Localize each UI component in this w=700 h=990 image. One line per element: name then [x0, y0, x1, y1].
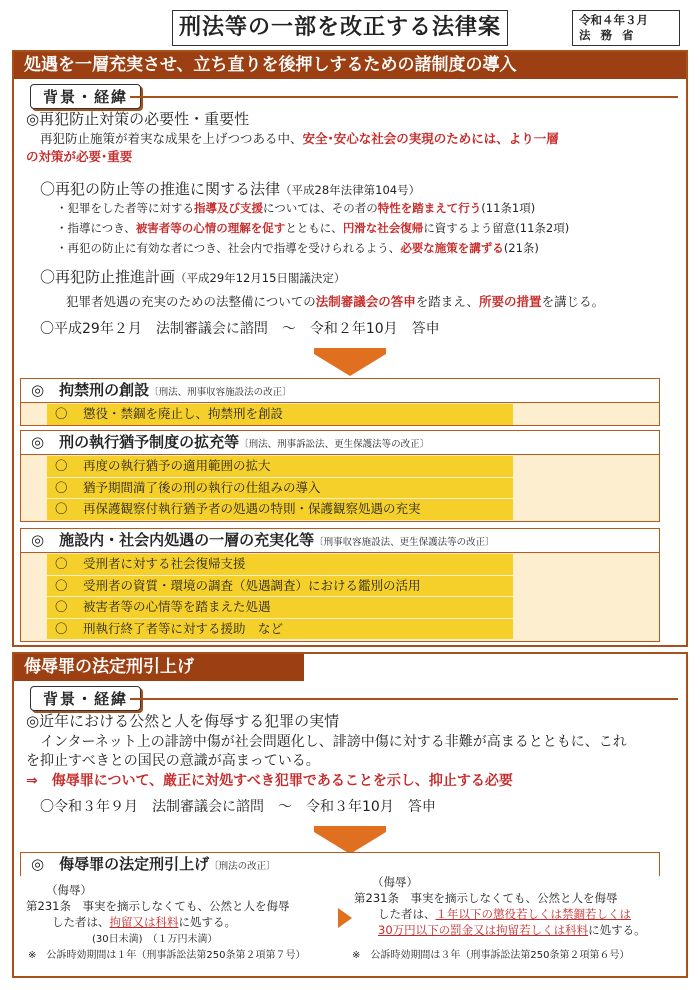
necessity-title: ◎再犯防止対策の必要性・重要性	[26, 110, 250, 128]
old-sub: (30日未満) （１万円未満）	[92, 934, 218, 945]
necessity-highlight: 安全･安心な社会の実現のためには、より一層	[302, 131, 559, 146]
law-item: ・犯罪をした者等に対する指導及び支援については、その者の特性を踏まえて行う(11条1項)	[56, 201, 536, 215]
measure-item: 〇 被害者等の心情等を踏まえた処遇	[47, 597, 513, 618]
section1-heading: 処遇を一層充実させ、立ち直りを後押しするための諸制度の導入	[14, 52, 686, 79]
measure-heading: ◎ 施設内・社会内処遇の一層の充実化等〔刑事収容施設法、更生保護法等の改正〕	[21, 529, 659, 553]
timeline-2: 〇令和３年９月 法制審議会に諮問 ～ 令和３年10月 答申	[40, 799, 436, 815]
plan-text: 犯罪者処遇の充実のための法整備についての法制審議会の答申を踏まえ、所要の措置を講じる。	[66, 294, 605, 309]
necessity-text: 再犯防止施策が着実な成果を上げつつある中、安全･安心な社会の実現のためには、より一層	[40, 131, 559, 146]
measure-box-insult	[20, 852, 660, 876]
measure-item: 〇 再度の執行猶予の適用範囲の拡大	[47, 456, 513, 477]
divider	[130, 96, 678, 98]
down-arrow-icon	[314, 832, 386, 854]
new-label: （侮辱）	[372, 875, 418, 889]
old-line: した者は、拘留又は科料に処する。	[52, 915, 236, 929]
background-label-2: 背景・経緯	[30, 686, 141, 711]
old-footnote: ※ 公訴時効期間は１年（刑事訴訟法第250条第２項第７号）	[28, 950, 306, 961]
measure-item: 〇 受刑者に対する社会復帰支援	[47, 554, 513, 575]
right-arrow-icon	[338, 908, 352, 928]
law-item: ・再犯の防止に有効な者につき、社会内で指導を受けられるよう、必要な施策を講ずる(21条)	[56, 241, 539, 255]
conclusion: ⇒ 侮辱罪について、厳正に対処すべき犯罪であることを示し、抑止する必要	[26, 773, 513, 789]
down-arrow-icon	[314, 354, 386, 376]
old-label: （侮辱）	[46, 883, 92, 897]
divider	[130, 698, 678, 700]
date-line: 令和４年３月	[579, 13, 648, 27]
measure-heading: ◎ 拘禁刑の創設〔刑法、刑事収容施設法の改正〕	[21, 379, 659, 403]
page-title: 刑法等の一部を改正する法律案	[172, 10, 508, 46]
measure-heading: ◎ 刑の執行猶予制度の拡充等〔刑法、刑事訴訟法、更生保護法等の改正〕	[21, 431, 659, 455]
new-line: 第231条 事実を摘示しなくても、公然と人を侮辱	[354, 891, 618, 905]
measure-box-confinement	[20, 378, 660, 426]
plan-ref: （平成29年12月15日閣議決定）	[175, 271, 346, 285]
measure-item: 〇 懲役・禁錮を廃止し、拘禁刑を創設	[47, 404, 513, 425]
measure-heading: ◎ 侮辱罪の法定刑引上げ〔刑法の改正〕	[21, 853, 659, 877]
law-ref: （平成28年法律第104号）	[280, 183, 421, 197]
ministry-line: 法務省	[579, 28, 644, 42]
new-footnote: ※ 公訴時効期間は３年（刑事訴訟法第250条第２項第６号）	[352, 950, 630, 961]
law-item: ・指導につき、被害者等の心情の理解を促すとともに、円滑な社会復帰に資するよう留意(11条2項)	[56, 221, 570, 235]
new-line: した者は、１年以下の懲役若しくは禁錮若しくは	[378, 907, 631, 921]
new-line: 30万円以下の罰金又は拘留若しくは科料に処する。	[378, 923, 646, 937]
timeline-1: 〇平成29年２月 法制審議会に諮問 ～ 令和２年10月 答申	[40, 321, 440, 337]
fact-text: を抑止すべきとの国民の意識が高まっている。	[26, 753, 320, 769]
fact-text: インターネット上の誹謗中傷が社会問題化し、誹謗中傷に対する非難が高まるとともに、これ	[40, 734, 627, 750]
measure-item: 〇 刑執行終了者等に対する援助 など	[47, 619, 513, 640]
measure-box-treatment	[20, 528, 660, 642]
old-line: 第231条 事実を摘示しなくても、公然と人を侮辱	[26, 899, 290, 913]
section2-heading: 侮辱罪の法定刑引上げ	[14, 654, 304, 681]
measure-item: 〇 再保護観察付執行猶予者の処遇の特則・保護観察処遇の充実	[47, 499, 513, 520]
measure-item: 〇 受刑者の資質・環境の調査（処遇調査）における鑑別の活用	[47, 576, 513, 597]
measure-item: 〇 猶予期間満了後の刑の執行の仕組みの導入	[47, 478, 513, 499]
measure-box-suspension	[20, 430, 660, 522]
fact-title: ◎近年における公然と人を侮辱する犯罪の実情	[26, 712, 340, 730]
necessity-highlight-2: の対策が必要･重要	[26, 149, 133, 164]
background-label-1: 背景・経緯	[30, 84, 141, 109]
law-title: 〇再犯の防止等の推進に関する法律（平成28年法律第104号）	[40, 180, 421, 198]
plan-title: 〇再犯防止推進計画（平成29年12月15日閣議決定）	[40, 268, 346, 286]
date-stamp	[572, 10, 680, 46]
